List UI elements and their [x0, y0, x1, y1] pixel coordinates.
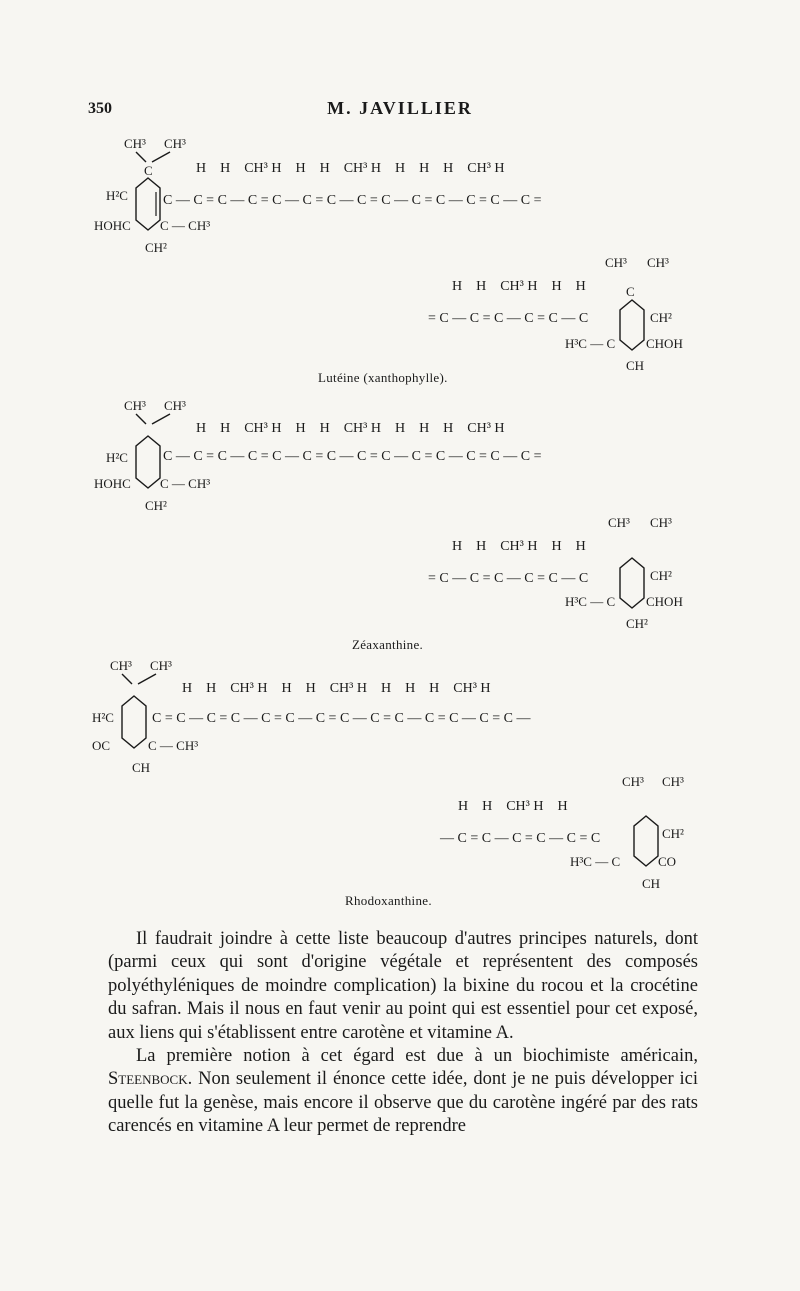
luteine-chain	[163, 161, 542, 208]
caption-zeaxanthine: Zéaxanthine.	[352, 637, 424, 652]
ring-atom-ch: CH	[132, 760, 151, 775]
zeaxanthine-chain	[163, 421, 542, 464]
author-name-steenbock: Steenbock	[108, 1069, 188, 1090]
luteine-chain-continuation	[428, 279, 588, 326]
ring-label-ch3-b: CH³	[150, 658, 172, 673]
ring-atom-ch: CH	[642, 876, 661, 891]
ring-atom-c: C	[626, 284, 635, 299]
continuation-h-labels: H H CH³ H H H	[452, 279, 586, 294]
caption-rhodoxanthine: Rhodoxanthine.	[345, 893, 432, 908]
chain-bonds: C = C — C = C — C = C — C = C — C = C — C = C — C = C —	[152, 711, 531, 726]
ring-label-ch3-a: CH³	[124, 398, 146, 413]
ring-atom-ch2: CH²	[650, 310, 672, 325]
zeaxanthine-formula	[0, 392, 800, 642]
running-head: M. JAVILLIER	[327, 98, 473, 118]
continuation-bonds: = C — C = C — C = C — C	[428, 571, 589, 586]
paragraph-2-rest: . Non seulement il énonce cette idée, dont je ne puis développer ici quelle fut la genèse, mais encore il observe que du carotène ingéré par des rats carencés en vitamine A leur permet de reprendre	[108, 1069, 698, 1137]
ring-atom-c-ch3: C — CH³	[160, 476, 211, 491]
continuation-bonds: = C — C = C — C = C — C	[428, 311, 589, 326]
ring-atom-ch2: CH²	[650, 568, 672, 583]
luteine-formula-drawing	[0, 130, 800, 380]
ring-atom-c-ch3: C — CH³	[148, 738, 199, 753]
ring-atom-oc: OC	[92, 738, 111, 753]
ring-label-ch3-b: CH³	[164, 136, 186, 151]
ring-atom-ch2: CH²	[145, 240, 167, 255]
paragraph-2-start: La première notion à cet égard est due à un biochimiste américain,	[136, 1046, 698, 1067]
ring-atom-h3c: H³C — C	[565, 336, 616, 351]
ring-atom-ch2: CH²	[145, 498, 167, 513]
paragraph-2	[108, 1045, 698, 1139]
ring-atom-chohh: CHOH	[646, 594, 683, 609]
luteine-formula	[0, 130, 800, 380]
ring-atom-chohh: CHOH	[646, 336, 683, 351]
ring-atom-ch2: CH²	[662, 826, 684, 841]
ring-label-ch3-a: CH³	[605, 255, 627, 270]
ring-atom-ch: CH	[626, 358, 645, 373]
continuation-h-labels: H H CH³ H H	[458, 799, 568, 814]
body-text	[108, 928, 698, 1139]
zeaxanthine-formula-drawing	[0, 392, 800, 642]
ring-atom-co: CO	[658, 854, 677, 869]
ring-atom-hohc: HOHC	[94, 476, 131, 491]
ring-atom-h2c: H²C	[106, 450, 128, 465]
ring-label-ch3-a: CH³	[608, 515, 630, 530]
ring-atom-ch2-bottom: CH²	[626, 616, 648, 631]
chain-h-labels: H H CH³ H H H CH³ H H H H CH³ H	[196, 161, 505, 176]
ring-atom-h3c: H³C — C	[570, 854, 621, 869]
chain-h-labels: H H CH³ H H H CH³ H H H H CH³ H	[182, 681, 491, 696]
page-number: 350	[88, 100, 112, 117]
ring-atom-c: C	[144, 163, 153, 178]
continuation-bonds: — C = C — C = C — C = C	[440, 831, 601, 846]
ring-label-ch3-a: CH³	[622, 774, 644, 789]
zeaxanthine-chain-continuation	[428, 539, 588, 586]
ring-atom-hohc: HOHC	[94, 218, 131, 233]
caption-luteine: Lutéine (xanthophylle).	[318, 370, 448, 385]
ring-atom-c-ch3: C — CH³	[160, 218, 211, 233]
rhodoxanthine-formula-drawing	[0, 654, 800, 904]
ring-label-ch3-b: CH³	[662, 774, 684, 789]
ring-label-ch3-b: CH³	[647, 255, 669, 270]
chain-bonds: C — C = C — C = C — C = C — C = C — C = C — C = C — C =	[163, 449, 542, 464]
ring-label-ch3-b: CH³	[164, 398, 186, 413]
paragraph-1: Il faudrait joindre à cette liste beaucoup d'autres principes naturels, dont (parmi ceux qui sont d'origine végétale et représentent des composés polyéthyléniques de moindre complication) la bixine du rocou et la crocétine du safran. Mais il nous en faut venir au point qui est essentiel pour cet exposé, aux liens qui s'établissent entre carotène et vitamine A.	[108, 929, 698, 1043]
ring-atom-h3c: H³C — C	[565, 594, 616, 609]
continuation-h-labels: H H CH³ H H H	[452, 539, 586, 554]
ring-atom-h2c: H²C	[92, 710, 114, 725]
rhodoxanthine-chain	[152, 681, 531, 726]
ring-label-ch3-a: CH³	[110, 658, 132, 673]
ring-atom-h2c: H²C	[106, 188, 128, 203]
rhodoxanthine-formula	[0, 654, 800, 904]
rhodoxanthine-chain-continuation	[439, 799, 600, 846]
chain-bonds: C — C = C — C = C — C = C — C = C — C = C — C = C — C =	[163, 193, 542, 208]
chain-h-labels: H H CH³ H H H CH³ H H H H CH³ H	[196, 421, 505, 436]
ring-label-ch3-a: CH³	[124, 136, 146, 151]
ring-label-ch3-b: CH³	[650, 515, 672, 530]
